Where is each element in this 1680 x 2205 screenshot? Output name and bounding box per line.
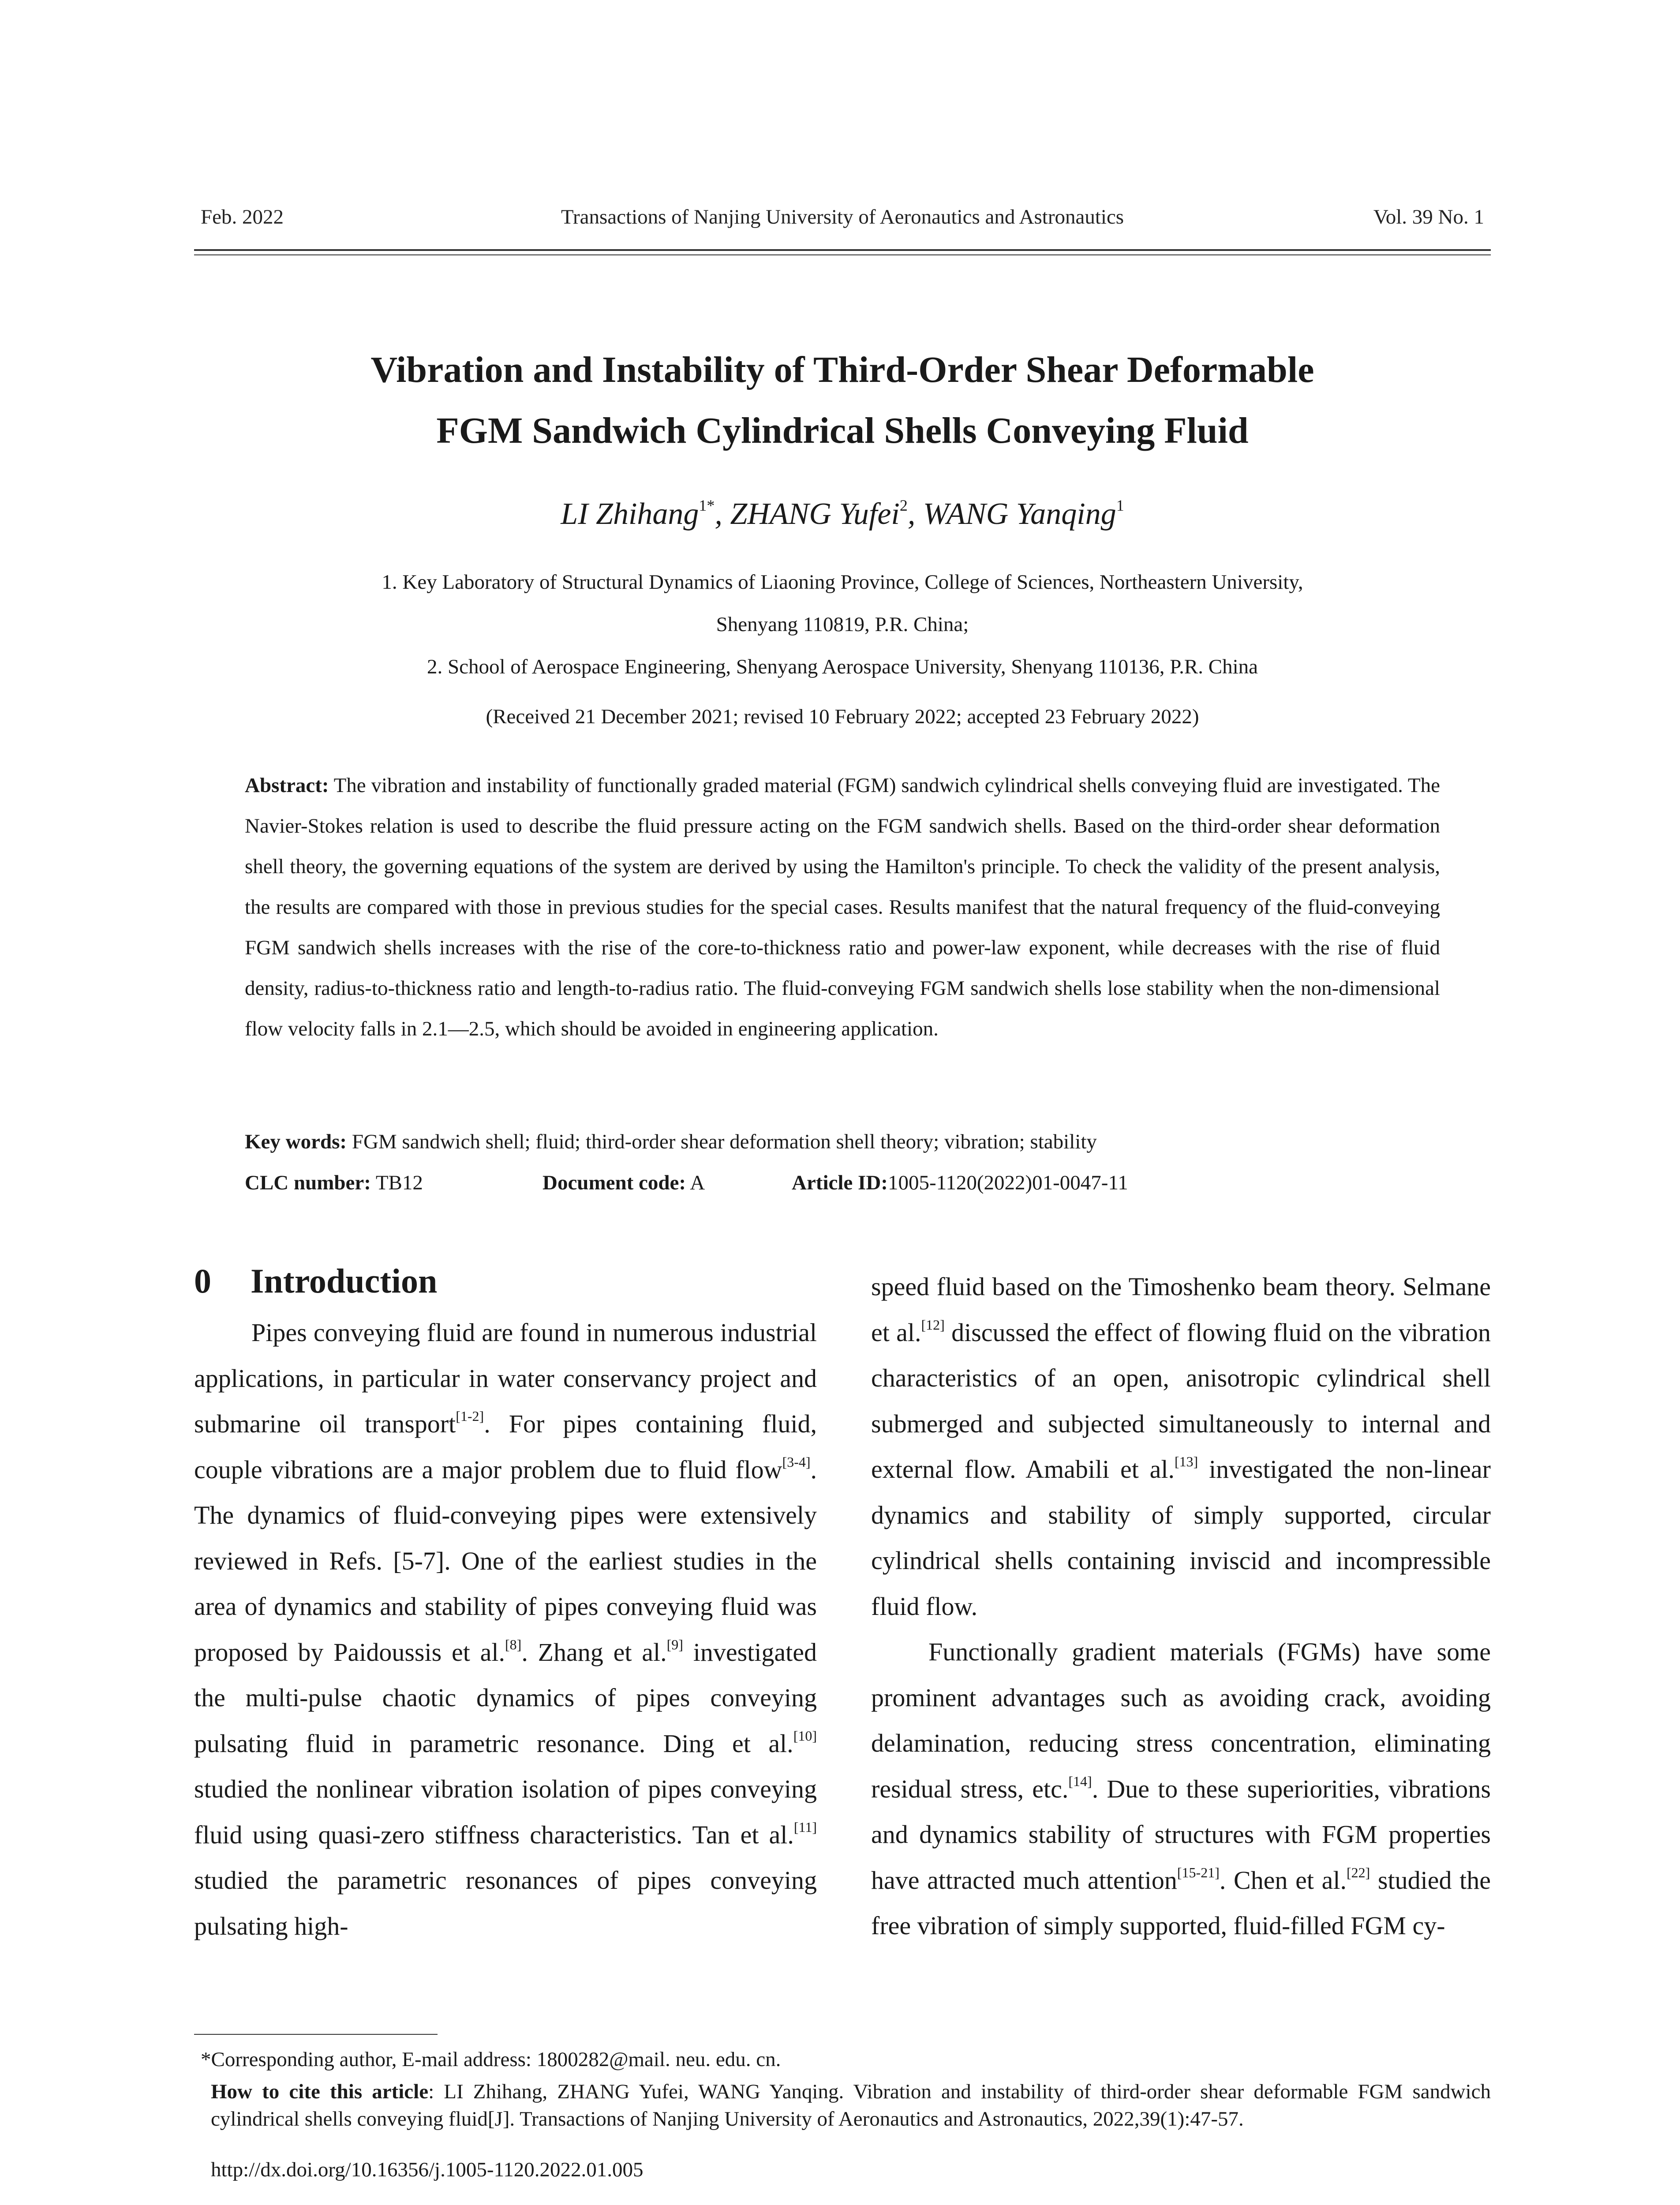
clc-number (245, 1171, 423, 1195)
affiliation-line-1: 1. Key Laboratory of Structural Dynamics of Liaoning Province, College of Sciences, Northeastern University, (382, 571, 1303, 594)
clc-value: TB12 (375, 1171, 423, 1194)
corresponding-author-note: *Corresponding author, E-mail address: 1800282@mail. neu. edu. cn. (201, 2048, 781, 2071)
citation-ref: [12] (921, 1316, 945, 1333)
title-line-2: FGM Sandwich Cylindrical Shells Conveying Fluid (436, 410, 1249, 451)
keywords-label: Key words: (245, 1130, 347, 1153)
article-value: 1005-1120(2022)01-0047-11 (887, 1171, 1128, 1194)
text-run: studied the parametric resonances of pipes conveying pulsating high- (194, 1866, 817, 1940)
keywords (245, 1130, 1440, 1154)
doi-link[interactable]: http://dx.doi.org/10.16356/j.1005-1120.2022.01.005 (211, 2158, 644, 2181)
author-1: LI Zhihang (561, 497, 699, 531)
author-list (194, 496, 1491, 532)
citation-ref: [22] (1346, 1864, 1370, 1880)
text-run: . The dynamics of fluid-conveying pipes were extensively reviewed in Refs. [5-7]. One of the earliest studies in the area of dynamics and stability of pipes conveying fluid was proposed by Paidoussis et al. (194, 1455, 817, 1667)
left-column (194, 1310, 817, 1949)
text-run: studied the free vibration of simply supported, fluid-filled FGM cy- (871, 1865, 1491, 1940)
article-title (194, 340, 1491, 461)
document-code (543, 1171, 705, 1195)
author-2-mark: 2 (899, 497, 908, 514)
author-3-mark: 1 (1116, 497, 1124, 514)
text-run: speed fluid based on the Timoshenko beam theory. Selmane et al. (871, 1272, 1491, 1347)
citation-ref: [14] (1068, 1773, 1092, 1789)
citation-ref: [8] (505, 1636, 522, 1652)
paragraph (871, 1629, 1491, 1949)
article-id (792, 1171, 1128, 1195)
affiliation-line-2: Shenyang 110819, P.R. China; (716, 613, 969, 636)
affiliations (194, 561, 1491, 688)
abstract-label: Abstract: (245, 774, 329, 797)
author-1-mark: 1* (699, 497, 715, 514)
clc-label: CLC number: (245, 1171, 371, 1194)
abstract (245, 765, 1440, 1049)
citation-ref: [13] (1174, 1454, 1198, 1469)
citation-ref: [9] (666, 1636, 683, 1652)
section-heading (194, 1261, 437, 1301)
text-run: studied the nonlinear vibration isolation of pipes conveying fluid using quasi-zero stiffness characteristics. Tan et al. (194, 1775, 817, 1849)
author-separator: , (715, 497, 730, 531)
cite-text: : LI Zhihang, ZHANG Yufei, WANG Yanqing. Vibration and instability of third-order shear deformable FGM sandwich cylindrical shells conveying fluid[J]. Transactions of Nanjing University of Aeronautics and Astronautics, 2022,39(1):47-57. (211, 2080, 1491, 2130)
doc-value: A (690, 1171, 705, 1194)
author-3: WANG Yanqing (923, 497, 1116, 531)
paragraph (194, 1310, 817, 1949)
received-dates: (Received 21 December 2021; revised 10 February 2022; accepted 23 February 2022) (486, 705, 1199, 728)
citation-ref: [15-21] (1177, 1864, 1220, 1880)
text-run: . Due to these superiorities, vibrations and dynamics stability of structures with FGM properties have attracted much attention (871, 1774, 1491, 1895)
section-title: Introduction (251, 1262, 438, 1300)
text-run: . Chen et al. (1219, 1865, 1347, 1895)
header-rule-thick (194, 249, 1491, 251)
citation-ref: [1-2] (456, 1408, 484, 1424)
affiliation-line-3: 2. School of Aerospace Engineering, Shenyang Aerospace University, Shenyang 110136, P.R. China (427, 655, 1258, 678)
footnote-rule (194, 2034, 438, 2035)
keywords-text: FGM sandwich shell; fluid; third-order shear deformation shell theory; vibration; stability (352, 1130, 1097, 1153)
abstract-text: The vibration and instability of functionally graded material (FGM) sandwich cylindrical shells conveying fluid are investigated. The Navier-Stokes relation is used to describe the fluid pressure acting on the FGM sandwich shells. Based on the third-order shear deformation shell theory, the governing equations of the system are derived by using the Hamilton's principle. To check the validity of the present analysis, the results are compared with those in previous studies for the special cases. Results manifest that the natural frequency of the fluid-conveying FGM sandwich shells increases with the rise of the core-to-thickness ratio and power-law exponent, while decreases with the rise of fluid density, radius-to-thickness ratio and length-to-radius ratio. The fluid-conveying FGM sandwich shells lose stability when the non-dimensional flow velocity falls in 2.1—2.5, which should be avoided in engineering application. (245, 774, 1441, 1040)
text-run: investigated the non-linear dynamics and stability of simply supported, circular cylindrical shells containing inviscid and incompressible fluid flow. (871, 1455, 1491, 1621)
title-line-1: Vibration and Instability of Third-Order Shear Deformable (370, 349, 1314, 390)
issue-date: Feb. 2022 (201, 206, 284, 228)
section-number: 0 (194, 1262, 211, 1300)
author-2: ZHANG Yufei (730, 497, 900, 531)
text-run: investigated the multi-pulse chaotic dynamics of pipes conveying pulsating fluid in parametric resonance. Ding et al. (194, 1637, 817, 1758)
header-rule-thin (194, 254, 1491, 255)
text-run: Functionally gradient materials (FGMs) have some prominent advantages such as avoiding crack, avoiding delamination, reducing stress concentration, eliminating residual stress, etc. (871, 1637, 1491, 1803)
volume-number: Vol. 39 No. 1 (1373, 206, 1484, 228)
right-column (871, 1264, 1491, 1949)
text-run: Pipes conveying fluid are found in numerous industrial applications, in particular in water conservancy project and submarine oil transport (194, 1318, 817, 1438)
citation-ref: [3-4] (782, 1454, 811, 1470)
cite-label: How to cite this article (211, 2080, 429, 2103)
citation-ref: [11] (793, 1819, 817, 1835)
text-run: discussed the effect of flowing fluid on the vibration characteristics of an open, anisotropic cylindrical shell submerged and subjected simultaneously to internal and external flow. Amabili et al. (871, 1318, 1491, 1484)
how-to-cite (211, 2078, 1491, 2133)
author-separator: , (907, 497, 923, 531)
text-run: . Zhang et al. (521, 1637, 667, 1667)
article-label: Article ID: (792, 1171, 888, 1194)
citation-ref: [10] (793, 1727, 817, 1744)
doc-label: Document code: (543, 1171, 686, 1194)
journal-name: Transactions of Nanjing University of Aeronautics and Astronautics (561, 206, 1124, 228)
paragraph (871, 1264, 1491, 1629)
running-header (201, 205, 1484, 236)
text-run: . For pipes containing fluid, couple vibrations are a major problem due to fluid flow (194, 1409, 817, 1484)
